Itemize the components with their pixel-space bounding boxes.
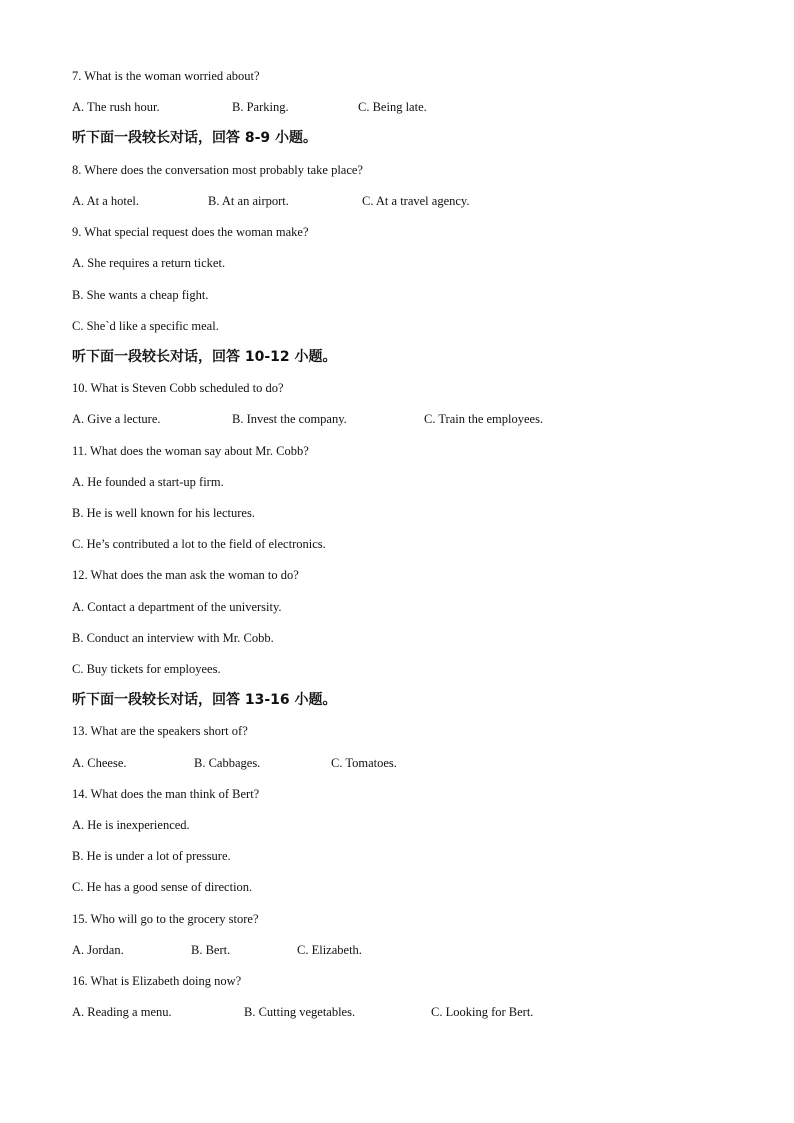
- section-heading-10-12: 听下面一段较长对话，回答 10-12 小题。: [72, 349, 337, 365]
- q9-option-c: C. She`d like a specific meal.: [72, 319, 219, 333]
- q11-option-b: B. He is well known for his lectures.: [72, 506, 255, 520]
- q7-option-a: A. The rush hour.: [72, 100, 160, 114]
- question-13: 13. What are the speakers short of?: [72, 724, 248, 738]
- question-9: 9. What special request does the woman make?: [72, 225, 309, 239]
- q15-option-a: A. Jordan.: [72, 943, 124, 957]
- q12-option-b: B. Conduct an interview with Mr. Cobb.: [72, 631, 274, 645]
- q10-option-a: A. Give a lecture.: [72, 412, 161, 426]
- question-15: 15. Who will go to the grocery store?: [72, 912, 259, 926]
- question-12: 12. What does the man ask the woman to do?: [72, 568, 299, 582]
- q9-option-a: A. She requires a return ticket.: [72, 256, 226, 270]
- question-8: 8. Where does the conversation most probably take place?: [72, 163, 363, 177]
- q14-option-c: C. He has a good sense of direction.: [72, 880, 253, 894]
- q16-option-c: C. Looking for Bert.: [431, 1005, 534, 1019]
- section-heading-8-9: 听下面一段较长对话，回答 8-9 小题。: [72, 130, 318, 146]
- q10-option-b: B. Invest the company.: [232, 412, 347, 426]
- q11-option-c: C. He’s contributed a lot to the field of electronics.: [72, 537, 326, 551]
- question-10: 10. What is Steven Cobb scheduled to do?: [72, 381, 284, 395]
- q13-option-c: C. Tomatoes.: [331, 756, 397, 770]
- q7-option-c: C. Being late.: [358, 100, 427, 114]
- q16-option-a: A. Reading a menu.: [72, 1005, 172, 1019]
- question-11: 11. What does the woman say about Mr. Cobb?: [72, 444, 309, 458]
- q14-option-a: A. He is inexperienced.: [72, 818, 190, 832]
- question-14: 14. What does the man think of Bert?: [72, 787, 260, 801]
- question-16: 16. What is Elizabeth doing now?: [72, 974, 242, 988]
- q8-option-c: C. At a travel agency.: [362, 194, 470, 208]
- q9-option-b: B. She wants a cheap fight.: [72, 288, 209, 302]
- q12-option-a: A. Contact a department of the university.: [72, 600, 282, 614]
- q7-option-b: B. Parking.: [232, 100, 289, 114]
- q12-option-c: C. Buy tickets for employees.: [72, 662, 221, 676]
- section-heading-13-16: 听下面一段较长对话，回答 13-16 小题。: [72, 692, 337, 708]
- q8-option-b: B. At an airport.: [208, 194, 289, 208]
- question-7: 7. What is the woman worried about?: [72, 69, 260, 83]
- q13-option-b: B. Cabbages.: [194, 756, 261, 770]
- q14-option-b: B. He is under a lot of pressure.: [72, 849, 231, 863]
- q15-option-c: C. Elizabeth.: [297, 943, 362, 957]
- q16-option-b: B. Cutting vegetables.: [244, 1005, 356, 1019]
- q8-option-a: A. At a hotel.: [72, 194, 140, 208]
- q11-option-a: A. He founded a start-up firm.: [72, 475, 224, 489]
- q10-option-c: C. Train the employees.: [424, 412, 544, 426]
- q15-option-b: B. Bert.: [191, 943, 231, 957]
- q13-option-a: A. Cheese.: [72, 756, 127, 770]
